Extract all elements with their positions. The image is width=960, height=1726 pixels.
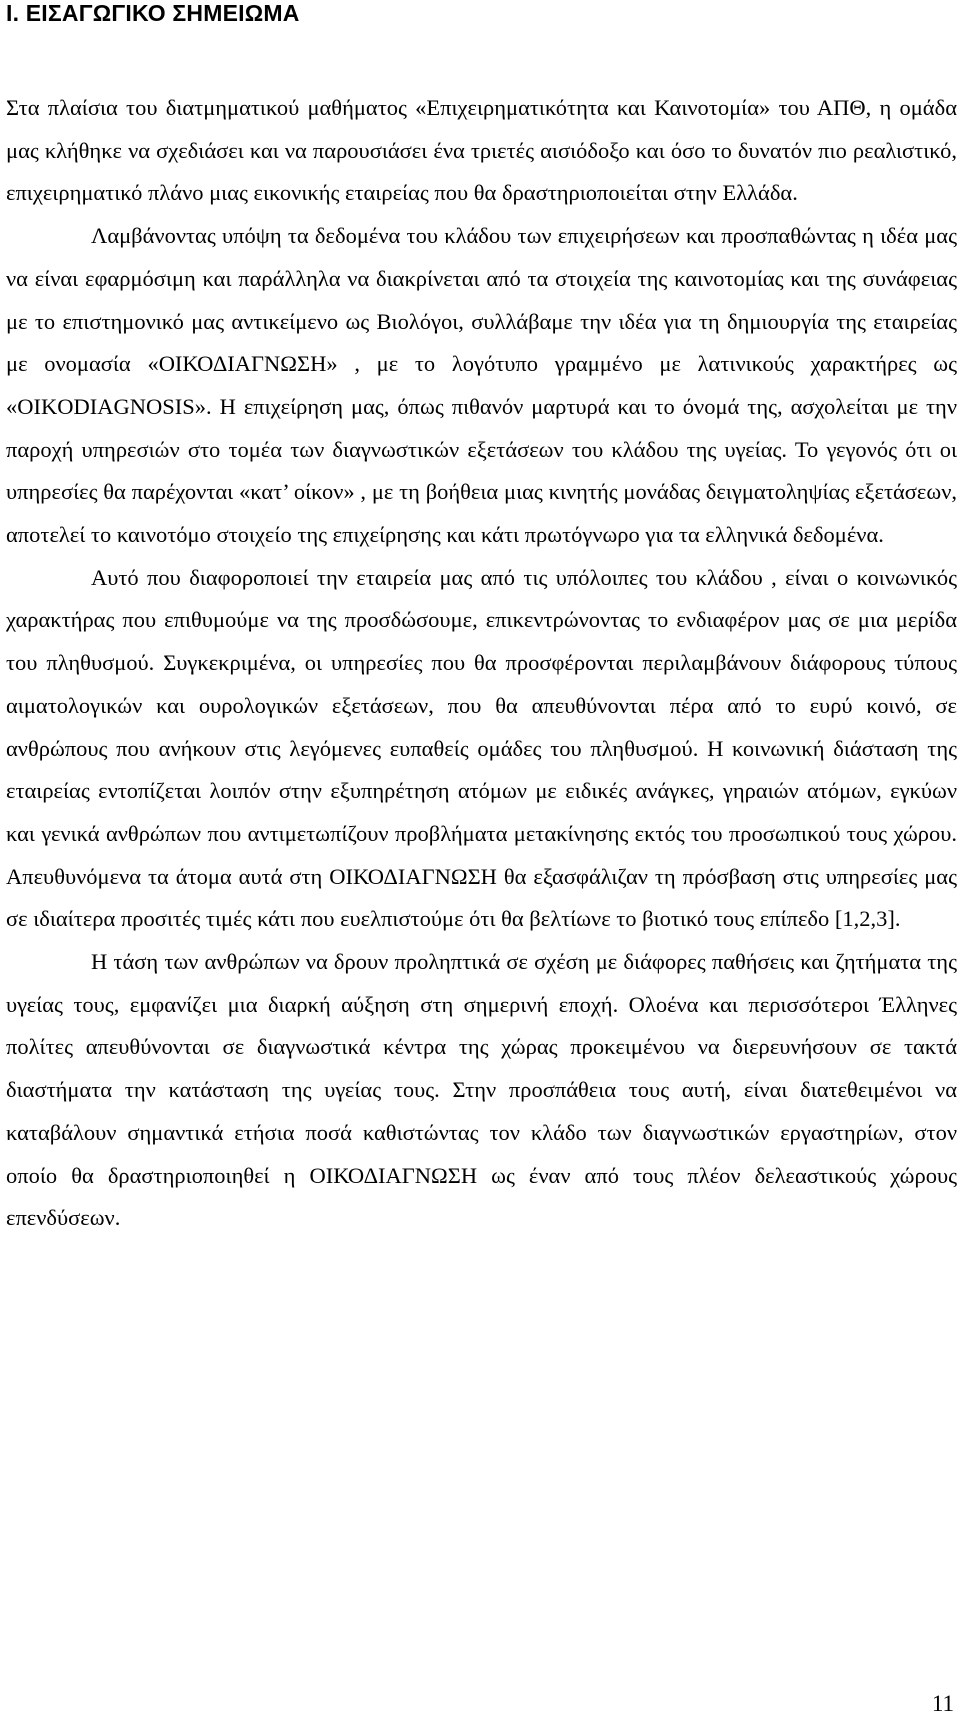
body-text <box>6 87 957 1240</box>
paragraph-prevention-trend: Η τάση των ανθρώπων να δρουν προληπτικά σε σχέση με διάφορες παθήσεις και ζητήματα της υγείας τους, εμφανίζει μια διαρκή αύξηση στη σημερινή εποχή. Ολοένα και περισσότεροι Έλληνες πολίτες απευθύνονται σε διαγνωστικά κέντρα της χώρας προκειμένου να διερευνήσουν σε τακτά διαστήματα την κατάσταση της υγείας τους. Στην προσπάθεια τους αυτή, είναι διατεθειμένοι να καταβάλουν σημαντικά ετήσια ποσά καθιστώντας τον κλάδο των διαγνωστικών εργαστηρίων, στον οποίο θα δραστηριοποιηθεί η ΟΙΚΟΔΙΑΓΝΩΣΗ ως έναν από τους πλέον δελεαστικούς χώρους επενδύσεων. <box>6 949 957 1231</box>
paragraph-company-idea: Λαμβάνοντας υπόψη τα δεδομένα του κλάδου των επιχειρήσεων και προσπαθώντας η ιδέα μας να είναι εφαρμόσιμη και παράλληλα να διακρίνεται από τα στοιχεία της καινοτομίας και της συνάφειας με το επιστημονικό μας αντικείμενο ως Βιολόγοι, συλλάβαμε την ιδέα για τη δημιουργία της εταιρείας με ονομασία «ΟΙΚΟΔΙΑΓΝΩΣΗ» , με το λογότυπο γραμμένο με λατινικούς χαρακτήρες ως «OIKODIAGNOSIS». Η επιχείρηση μας, όπως πιθανόν μαρτυρά και το όνομά της, ασχολείται με την παροχή υπηρεσιών στο τομέα των διαγνωστικών εξετάσεων του κλάδου της υγείας. Το γεγονός ότι οι υπηρεσίες θα παρέχονται «κατ’ οίκον» , με τη βοήθεια μιας κινητής μονάδας δειγματοληψίας εξετάσεων, αποτελεί το καινοτόμο στοιχείο της επιχείρησης και κάτι πρωτόγνωρο για τα ελληνικά δεδομένα. <box>6 223 957 548</box>
paragraph-intro: Στα πλαίσια του διατμηματικού μαθήματος «Επιχειρηματικότητα και Καινοτομία» του ΑΠΘ, η ομάδα μας κλήθηκε να σχεδιάσει και να παρουσιάσει ένα τριετές αισιόδοξο και όσο το δυνατόν πιο ρεαλιστικό, επιχειρηματικό πλάνο μιας εικονικής εταιρείας που θα δραστηριοποιείται στην Ελλάδα. <box>6 95 957 206</box>
paragraph-social-character: Αυτό που διαφοροποιεί την εταιρεία μας από τις υπόλοιπες του κλάδου , είναι ο κοινωνικός χαρακτήρας που επιθυμούμε να της προσδώσουμε, επικεντρώνοντας το ενδιαφέρον μας σε μια μερίδα του πληθυσμού. Συγκεκριμένα, οι υπηρεσίες που θα προσφέρονται περιλαμβάνουν διάφορους τύπους αιματολογικών και ουρολογικών εξετάσεων, που θα απευθύνονται πέρα από το ευρύ κοινό, σε ανθρώπους που ανήκουν στις λεγόμενες ευπαθείς ομάδες του πληθυσμού. Η κοινωνική διάσταση της εταιρείας εντοπίζεται λοιπόν στην εξυπηρέτηση ατόμων με ειδικές ανάγκες, γηραιών ατόμων, εγκύων και γενικά ανθρώπων που αντιμετωπίζουν προβλήματα μετακίνησης εκτός του προσωπικού τους χώρου. Απευθυνόμενα τα άτομα αυτά στη ΟΙΚΟΔΙΑΓΝΩΣΗ θα εξασφάλιζαν τη πρόσβαση στις υπηρεσίες μας σε ιδιαίτερα προσιτές τιμές κάτι που ευελπιστούμε ότι θα βελτίωνε το βιοτικό τους επίπεδο [1,2,3]. <box>6 564 957 932</box>
section-heading: I. ΕΙΣΑΓΩΓΙΚΟ ΣΗΜΕΙΩΜΑ <box>6 0 300 26</box>
page-number: 11 <box>931 1691 954 1716</box>
